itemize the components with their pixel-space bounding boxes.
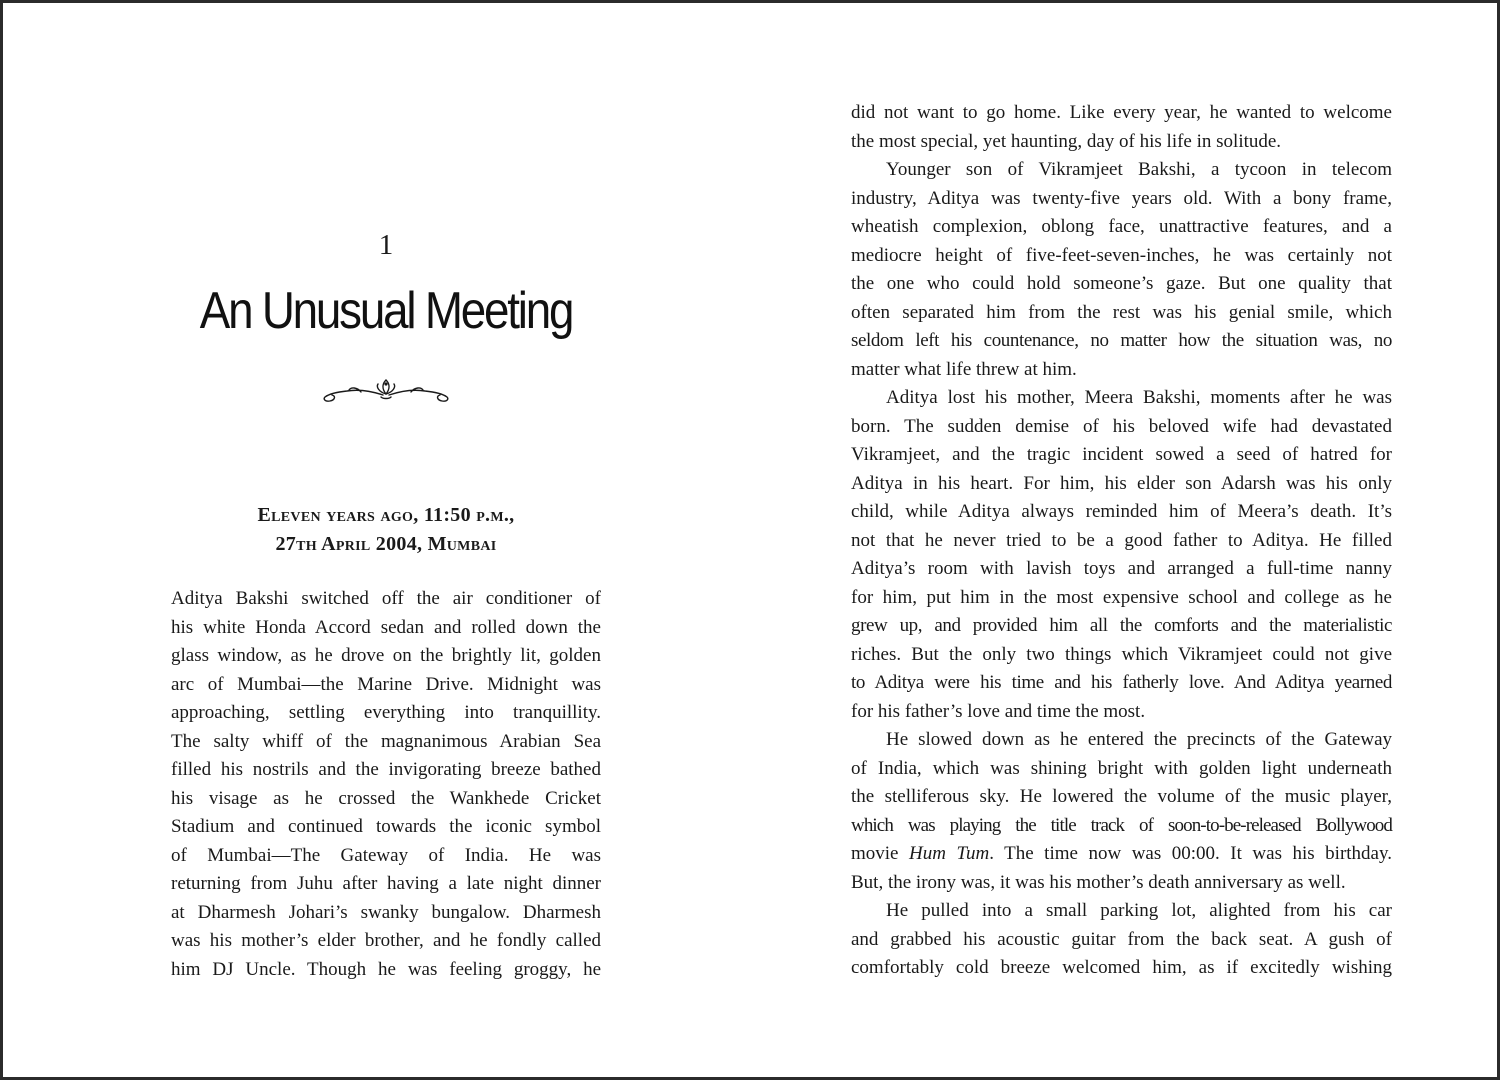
text-line: Aditya Bakshi switched off the air conditioner of (171, 588, 601, 609)
text-line: at Dharmesh Johari’s swanky bungalow. Dharmesh (171, 901, 601, 923)
text-line: Aditya in his heart. For him, his elder son Adarsh was his only (851, 472, 1392, 494)
text-line: mediocre height of five-feet-seven-inches, he was certainly not (851, 244, 1392, 266)
dateline-time: Eleven years ago, 11:50 p.m., (257, 504, 515, 526)
text-line: did not want to go home. Like every year, he wanted to welcome (851, 102, 1392, 123)
text-line-with-title (851, 840, 1392, 869)
text-line: He slowed down as he entered the precincts of the Gateway (886, 729, 1392, 750)
text-line: for him, put him in the most expensive school and college as he (851, 586, 1392, 608)
right-body-text (851, 99, 1392, 983)
dateline-place: 27th April 2004, Mumbai (275, 533, 497, 555)
right-page (851, 99, 1392, 983)
text-line: matter what life threw at him. (851, 358, 1077, 380)
flourish-ornament-icon (321, 375, 451, 409)
left-body-text (171, 585, 601, 984)
text-line: industry, Aditya was twenty-five years old. With a bony frame, (851, 187, 1392, 209)
text-fragment: movie (851, 843, 899, 864)
text-line: the stelliferous sky. He lowered the volume of the music player, (851, 786, 1392, 807)
text-line: of India, which was shining bright with golden light underneath (851, 757, 1392, 779)
text-line: was his mother’s elder brother, and he fondly called (171, 930, 601, 951)
text-line: He pulled into a small parking lot, alighted from his car (886, 900, 1392, 921)
text-line: his white Honda Accord sedan and rolled down the (171, 616, 601, 638)
chapter-number: 1 (378, 229, 394, 261)
text-line: glass window, as he drove on the brightly lit, golden (171, 645, 601, 666)
text-line: Vikramjeet, and the tragic incident sowed a seed of hatred for (851, 444, 1392, 465)
text-line: filled his nostrils and the invigorating breeze bathed (171, 759, 601, 780)
chapter-title: An Unusual Meeting (199, 282, 573, 340)
left-page (171, 3, 601, 1083)
text-line: But, the irony was, it was his mother’s death anniversary as well. (851, 871, 1346, 893)
text-fragment: . The time now was 00:00. It was his birthday. (989, 843, 1392, 864)
text-line: Stadium and continued towards the iconic symbol (171, 816, 601, 837)
text-line: not that he never tried to be a good father to Aditya. He filled (851, 529, 1392, 551)
text-line: Aditya’s room with lavish toys and arranged a full-time nanny (851, 558, 1392, 579)
text-line: the most special, yet haunting, day of his life in solitude. (851, 130, 1282, 152)
text-line: returning from Juhu after having a late night dinner (171, 873, 601, 894)
text-line: approaching, settling everything into tranquillity. (171, 702, 601, 723)
text-line: which was playing the title track of soon-to-be-released Bollywood (851, 814, 1392, 836)
text-line: comfortably cold breeze welcomed him, as if excitedly wishing (851, 957, 1392, 978)
text-line: born. The sudden demise of his beloved wife had devastated (851, 415, 1392, 437)
text-line: arc of Mumbai—the Marine Drive. Midnight was (171, 673, 601, 695)
text-line: for his father’s love and time the most. (851, 700, 1146, 722)
text-line: him DJ Uncle. Though he was feeling groggy, he (171, 958, 601, 980)
text-line: grew up, and provided him all the comforts and the materialistic (851, 615, 1392, 636)
text-line: Younger son of Vikramjeet Bakshi, a tycoon in telecom (886, 159, 1392, 180)
text-line: riches. But the only two things which Vikramjeet could not give (851, 643, 1392, 665)
text-line: and grabbed his acoustic guitar from the back seat. A gush of (851, 928, 1392, 950)
text-line: child, while Aditya always reminded him of Meera’s death. It’s (851, 501, 1392, 522)
text-line: often separated him from the rest was his genial smile, which (851, 301, 1392, 323)
text-line: The salty whiff of the magnanimous Arabian Sea (171, 730, 601, 752)
text-line: wheatish complexion, oblong face, unattractive features, and a (851, 216, 1392, 237)
text-line: of Mumbai—The Gateway of India. He was (171, 844, 601, 866)
text-line: seldom left his countenance, no matter how the situation was, no (851, 330, 1392, 351)
text-line: to Aditya were his time and his fatherly love. And Aditya yearned (851, 672, 1392, 693)
movie-title: Hum Tum (909, 843, 990, 864)
dateline (171, 501, 601, 559)
text-line: Aditya lost his mother, Meera Bakshi, moments after he was (886, 387, 1392, 408)
text-line: the one who could hold someone’s gaze. But one quality that (851, 273, 1392, 294)
text-line: his visage as he crossed the Wankhede Cricket (171, 787, 601, 809)
